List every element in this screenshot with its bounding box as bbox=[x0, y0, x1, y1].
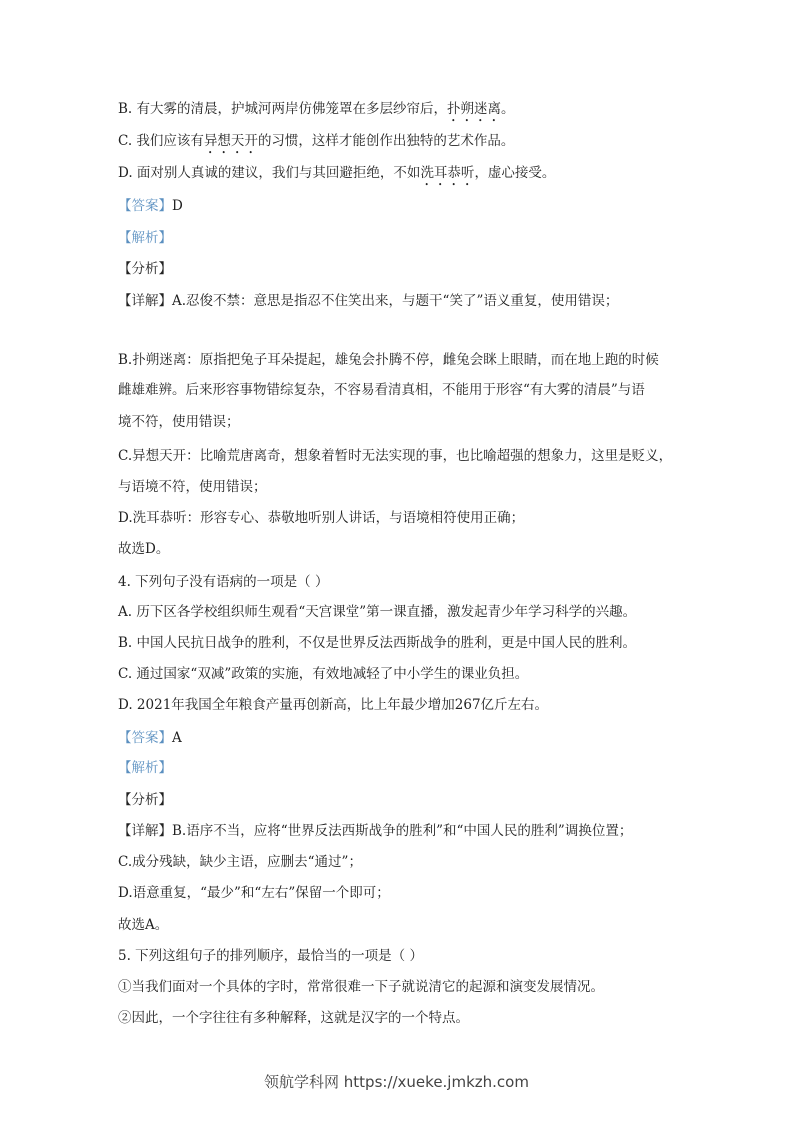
text-line bbox=[118, 729, 182, 747]
section-tag: 【答案】 bbox=[118, 198, 172, 214]
emphasized-phrase: 扑朔迷离 bbox=[447, 101, 502, 117]
text-line bbox=[118, 978, 604, 996]
text-segment: ②因此，一个字往往有多种解释，这就是汉字的一个特点。 bbox=[118, 1010, 469, 1026]
text-line bbox=[118, 197, 183, 215]
text-segment: A. 历下区各学校组织师生观看“天宫课堂”第一课直播，激发起青少年学习科学的兴趣。 bbox=[118, 604, 637, 620]
text-segment: B. 中国人民抗日战争的胜利，不仅是世界反法西斯战争的胜利，更是中国人民的胜利。 bbox=[118, 635, 637, 651]
text-segment: D.语意重复，“最少”和“左右”保留一个即可； bbox=[118, 885, 390, 901]
text-line bbox=[118, 665, 528, 683]
text-segment: C.异想天开：比喻荒唐离奇，想象着暂时无法实现的事，也比喻超强的想象力，这里是贬义， bbox=[118, 448, 673, 464]
text-segment: D.洗耳恭听：形容专心、恭敬地听别人讲话，与语境相符使用正确； bbox=[118, 510, 525, 526]
text-line bbox=[118, 292, 618, 310]
text-segment: B. 有大雾的清晨，护城河两岸仿佛笼罩在多层纱帘后， bbox=[118, 101, 448, 117]
text-line bbox=[118, 447, 672, 465]
text-line bbox=[118, 229, 172, 247]
text-line bbox=[118, 381, 645, 399]
section-tag: 【答案】 bbox=[118, 730, 172, 746]
text-segment: 雌雄难辨。后来形容事物错综复杂，不容易看清真相，不能用于形容“有大雾的清晨”与语 bbox=[118, 382, 645, 398]
text-segment: ，虚心接受。 bbox=[474, 165, 556, 181]
text-line bbox=[118, 759, 172, 777]
text-segment: 【详解】B.语序不当，应将“世界反法西斯战争的胜利”和“中国人民的胜利”调换位置； bbox=[118, 823, 633, 839]
text-line bbox=[118, 540, 169, 558]
text-segment: C.成分残缺，缺少主语，应删去“通过”； bbox=[118, 854, 362, 870]
text-line bbox=[118, 573, 328, 591]
text-line bbox=[118, 100, 515, 125]
text-line bbox=[118, 413, 240, 431]
text-segment: 5. 下列这组句子的排列顺序，最恰当的一项是（ ） bbox=[118, 948, 423, 964]
emphasized-phrase: 异想天开 bbox=[203, 133, 258, 149]
section-tag: 【解析】 bbox=[118, 230, 172, 246]
text-segment: 4. 下列句子没有语病的一项是（ ） bbox=[118, 574, 329, 590]
text-segment: D. 面对别人真诚的建议，我们与其回避拒绝，不如 bbox=[118, 165, 421, 181]
text-line bbox=[118, 478, 267, 496]
text-segment: 【分析】 bbox=[118, 261, 172, 277]
text-line bbox=[118, 1009, 469, 1027]
text-segment: C. 我们应该有 bbox=[118, 133, 204, 149]
text-line bbox=[118, 853, 362, 871]
text-segment: 故选A。 bbox=[118, 917, 169, 933]
emphasized-phrase: 洗耳恭听 bbox=[420, 165, 475, 181]
text-segment: 【分析】 bbox=[118, 792, 172, 808]
text-line bbox=[118, 509, 524, 527]
text-segment: ①当我们面对一个具体的字时，常常很难一下子就说清它的起源和演变发展情况。 bbox=[118, 979, 604, 995]
text-line bbox=[118, 603, 636, 621]
text-segment: 与语境不符，使用错误； bbox=[118, 479, 267, 495]
text-line bbox=[118, 634, 636, 652]
text-segment: B.扑朔迷离：原指把兔子耳朵提起，雄兔会扑腾不停，雌兔会眯上眼睛，而在地上跑的时候 bbox=[118, 352, 659, 368]
text-line bbox=[118, 884, 390, 902]
section-tag: 【解析】 bbox=[118, 760, 172, 776]
text-segment: 。 bbox=[501, 101, 515, 117]
text-line bbox=[118, 696, 548, 714]
text-line bbox=[118, 164, 555, 189]
text-segment: D bbox=[172, 198, 183, 214]
text-line bbox=[118, 947, 423, 965]
text-segment: A bbox=[172, 730, 182, 746]
text-line bbox=[118, 822, 632, 840]
text-segment: 境不符，使用错误； bbox=[118, 414, 240, 430]
footer-watermark: 领航学科网 https://xueke.jmkzh.com bbox=[264, 1073, 529, 1091]
text-line bbox=[118, 351, 659, 369]
text-segment: C. 通过国家“双减”政策的实施，有效地减轻了中小学生的课业负担。 bbox=[118, 666, 529, 682]
text-segment: 故选D。 bbox=[118, 541, 170, 557]
text-line bbox=[118, 132, 514, 157]
text-line bbox=[118, 791, 172, 809]
text-segment: 的习惯，这样才能创作出独特的艺术作品。 bbox=[257, 133, 515, 149]
text-line bbox=[118, 260, 172, 278]
text-segment: 【详解】A.忍俊不禁：意思是指忍不住笑出来，与题干“笑了”语义重复，使用错误； bbox=[118, 293, 619, 309]
text-segment: D. 2021年我国全年粮食产量再创新高，比上年最少增加267亿斤左右。 bbox=[118, 697, 549, 713]
text-line bbox=[118, 916, 168, 934]
